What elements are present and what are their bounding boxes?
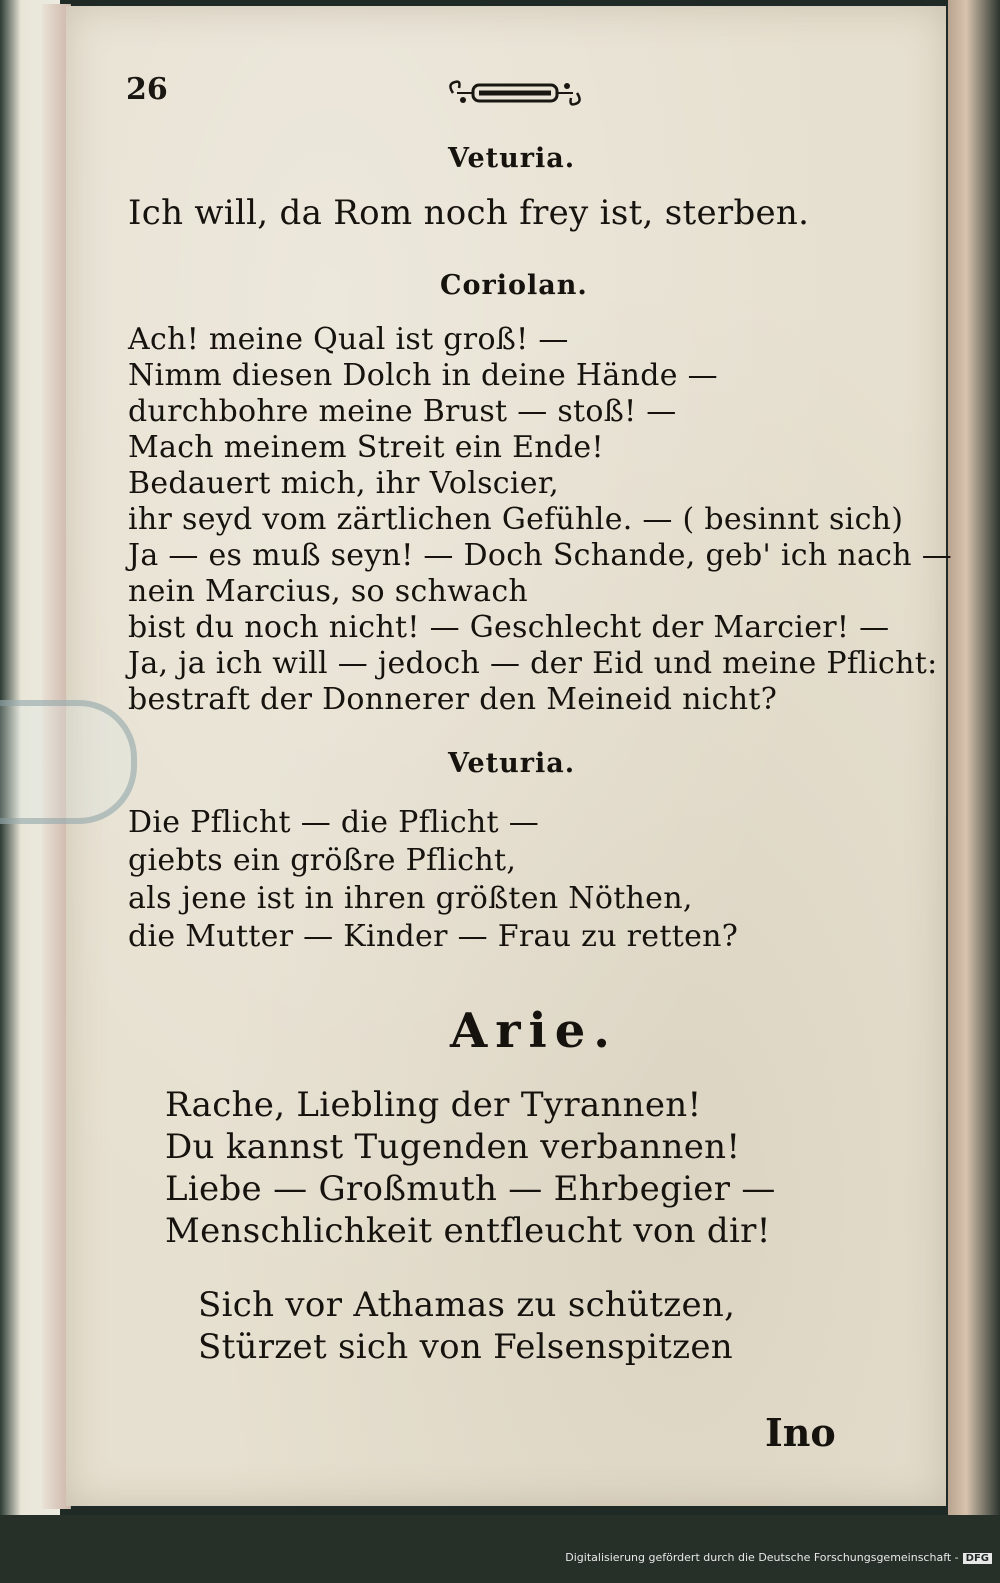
verse-line: durchbohre meine Brust — stoß! — [128, 394, 677, 429]
catchword: Ino [765, 1410, 836, 1455]
verse-line: Ich will, da Rom noch frey ist, sterben. [128, 193, 810, 233]
speaker-heading: Veturia. [448, 143, 576, 174]
verse-line: Bedauert mich, ihr Volscier, [128, 466, 560, 501]
speaker-heading: Coriolan. [440, 270, 588, 301]
verse-line: bestraft der Donnerer den Meineid nicht? [128, 682, 778, 717]
scan-background-right [948, 0, 1000, 1583]
aria-line: Sich vor Athamas zu schützen, [198, 1285, 736, 1325]
verse-line: ihr seyd vom zärtlichen Gefühle. — ( besinnt sich) [128, 502, 904, 537]
verse-line: Ach! meine Qual ist groß! — [128, 322, 569, 357]
dfg-logo: DFG [963, 1553, 992, 1564]
verse-line: Ja, ja ich will — jedoch — der Eid und meine Pflicht: [128, 646, 938, 681]
verse-line: Ja — es muß seyn! — Doch Schande, geb' ich nach — [128, 538, 953, 573]
aria-line: Du kannst Tugenden verbannen! [165, 1127, 741, 1167]
ornament-icon [445, 76, 585, 110]
book-clip [0, 700, 137, 824]
digitization-credit [565, 1551, 992, 1564]
aria-line: Liebe — Großmuth — Ehrbegier — [165, 1169, 776, 1209]
aria-line: Menschlichkeit entfleucht von dir! [165, 1211, 771, 1251]
aria-title: Arie. [450, 1003, 619, 1059]
verse-line: die Mutter — Kinder — Frau zu retten? [128, 919, 739, 954]
verse-line: Mach meinem Streit ein Ende! [128, 430, 604, 465]
verse-line: giebts ein größre Pflicht, [128, 843, 517, 878]
aria-line: Stürzet sich von Felsenspitzen [198, 1327, 733, 1367]
verse-line: nein Marcius, so schwach [128, 574, 529, 609]
speaker-heading: Veturia. [448, 748, 576, 779]
verse-line: Nimm diesen Dolch in deine Hände — [128, 358, 718, 393]
aria-line: Rache, Liebling der Tyrannen! [165, 1085, 702, 1125]
verse-line: als jene ist in ihren größten Nöthen, [128, 881, 693, 916]
scan-background-bottom [0, 1515, 1000, 1583]
verse-line: bist du noch nicht! — Geschlecht der Marcier! — [128, 610, 890, 645]
credit-text: Digitalisierung gefördert durch die Deutsche Forschungsgemeinschaft - [565, 1551, 959, 1564]
verse-line: Die Pflicht — die Pflicht — [128, 805, 540, 840]
page-number: 26 [126, 72, 168, 107]
